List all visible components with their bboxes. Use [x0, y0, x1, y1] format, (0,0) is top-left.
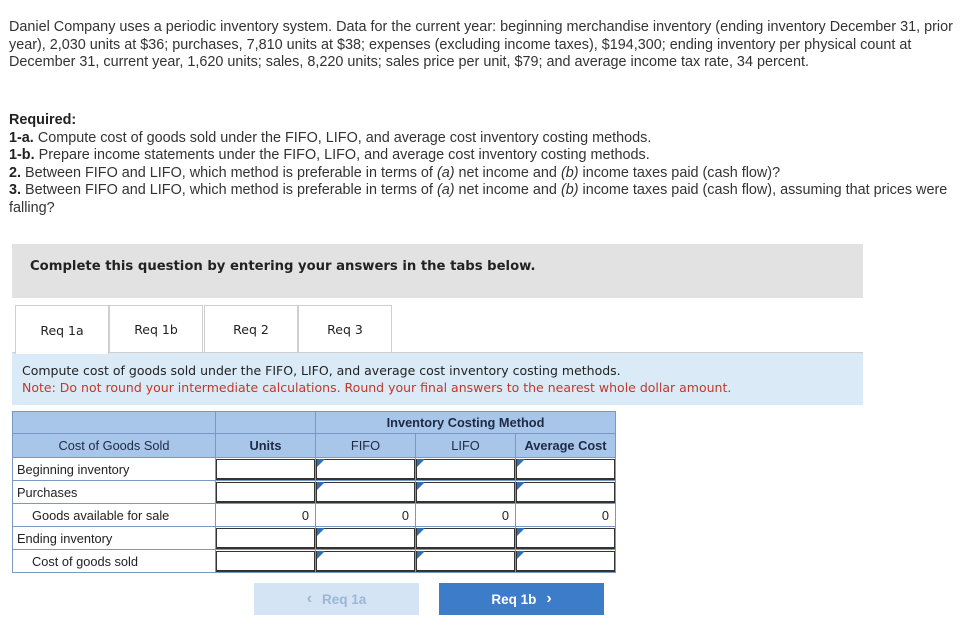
flag-icon [417, 482, 425, 490]
cogs-units-input[interactable] [216, 551, 315, 572]
chevron-left-icon: ‹ [306, 590, 313, 607]
tab-req-3[interactable]: Req 3 [298, 305, 392, 353]
cogs-average-cell [516, 550, 616, 573]
table-row [13, 527, 616, 550]
beginning-inventory-average-cell [516, 458, 616, 481]
table-row [13, 550, 616, 573]
ending-inventory-average-input[interactable] [516, 528, 615, 549]
flag-icon [517, 528, 525, 536]
header-blank-units [216, 412, 316, 434]
purchases-units-input[interactable] [216, 482, 315, 503]
table-row [13, 458, 616, 481]
table-row [13, 504, 616, 527]
header-average-cost: Average Cost [516, 434, 616, 458]
instructions-text: Compute cost of goods sold under the FIFO, LIFO, and average cost inventory costing methods. [22, 363, 621, 378]
row-label-goods-available: Goods available for sale [13, 504, 216, 527]
beginning-inventory-average-input[interactable] [516, 459, 615, 480]
flag-icon [417, 551, 425, 559]
instructions-panel [12, 353, 863, 405]
tab-bar [12, 305, 863, 353]
ending-inventory-fifo-cell [316, 527, 416, 550]
beginning-inventory-units-input[interactable] [216, 459, 315, 480]
cogs-lifo-cell [416, 550, 516, 573]
row-label-ending-inventory: Ending inventory [13, 527, 216, 550]
flag-icon [317, 459, 325, 467]
ending-inventory-units-cell [216, 527, 316, 550]
required-item-1b: 1-b. Prepare income statements under the FIFO, LIFO, and average cost inventory costing methods. [9, 147, 650, 164]
purchases-lifo-input[interactable] [416, 482, 515, 503]
purchases-lifo-cell [416, 481, 516, 504]
header-fifo: FIFO [316, 434, 416, 458]
flag-icon [517, 459, 525, 467]
required-item-3: 3. Between FIFO and LIFO, which method is preferable in terms of (a) net income and (b) income taxes paid (cash flow), assuming that prices were falling? [9, 182, 948, 216]
cogs-fifo-cell [316, 550, 416, 573]
tab-req-1b[interactable]: Req 1b [109, 305, 203, 353]
goods-available-units-total: 0 [216, 504, 316, 527]
beginning-inventory-fifo-cell [316, 458, 416, 481]
cogs-average-input[interactable] [516, 551, 615, 572]
cogs-table [12, 411, 616, 573]
cogs-units-cell [216, 550, 316, 573]
tab-req-2[interactable]: Req 2 [204, 305, 298, 353]
header-units: Units [216, 434, 316, 458]
flag-icon [317, 482, 325, 490]
required-item-2: 2. Between FIFO and LIFO, which method is preferable in terms of (a) net income and (b) income taxes paid (cash flow)? [9, 164, 781, 181]
prev-req-label: Req 1a [322, 591, 367, 607]
flag-icon [517, 551, 525, 559]
beginning-inventory-lifo-cell [416, 458, 516, 481]
purchases-fifo-input[interactable] [316, 482, 415, 503]
goods-available-average-total: 0 [516, 504, 616, 527]
required-section [9, 112, 954, 218]
beginning-inventory-fifo-input[interactable] [316, 459, 415, 480]
flag-icon [417, 459, 425, 467]
purchases-units-cell [216, 481, 316, 504]
row-label-beginning-inventory: Beginning inventory [13, 458, 216, 481]
problem-statement: Daniel Company uses a periodic inventory system. Data for the current year: beginning merchandise inventory (ending inventory December 31, prior year), 2,030 units at $36; purchases, 7,810 units at $38; expenses (excluding income taxes), $194,300; ending inventory per physical count at December 31, current year, 1,620 units; sales, 8,220 units; sales price per unit, $79; and average income tax rate, 34 percent. [9, 19, 953, 71]
row-label-cost-of-goods-sold: Cost of goods sold [13, 550, 216, 573]
next-req-label: Req 1b [491, 591, 537, 607]
ending-inventory-fifo-input[interactable] [316, 528, 415, 549]
flag-icon [417, 528, 425, 536]
cogs-fifo-input[interactable] [316, 551, 415, 572]
flag-icon [517, 482, 525, 490]
goods-available-fifo-total: 0 [316, 504, 416, 527]
header-inventory-costing-method: Inventory Costing Method [316, 412, 616, 434]
purchases-average-input[interactable] [516, 482, 615, 503]
instruction-banner: Complete this question by entering your answers in the tabs below. [12, 244, 863, 298]
chevron-right-icon: › [546, 590, 552, 607]
ending-inventory-lifo-input[interactable] [416, 528, 515, 549]
required-item-1a: 1-a. Compute cost of goods sold under the FIFO, LIFO, and average cost inventory costing methods. [9, 129, 652, 146]
required-heading: Required: [9, 112, 77, 128]
instructions-note: Note: Do not round your intermediate calculations. Round your final answers to the nearest whole dollar amount. [22, 379, 732, 395]
ending-inventory-lifo-cell [416, 527, 516, 550]
ending-inventory-units-input[interactable] [216, 528, 315, 549]
ending-inventory-average-cell [516, 527, 616, 550]
purchases-fifo-cell [316, 481, 416, 504]
beginning-inventory-lifo-input[interactable] [416, 459, 515, 480]
goods-available-lifo-total: 0 [416, 504, 516, 527]
tab-req-1a[interactable]: Req 1a [15, 305, 109, 354]
purchases-average-cell [516, 481, 616, 504]
prev-req-button[interactable] [254, 583, 419, 615]
cogs-lifo-input[interactable] [416, 551, 515, 572]
flag-icon [317, 528, 325, 536]
flag-icon [317, 551, 325, 559]
beginning-inventory-units-cell [216, 458, 316, 481]
row-label-purchases: Purchases [13, 481, 216, 504]
table-row [13, 481, 616, 504]
header-blank [13, 412, 216, 434]
next-req-button[interactable] [439, 583, 604, 615]
header-cost-of-goods-sold: Cost of Goods Sold [13, 434, 216, 458]
header-lifo: LIFO [416, 434, 516, 458]
